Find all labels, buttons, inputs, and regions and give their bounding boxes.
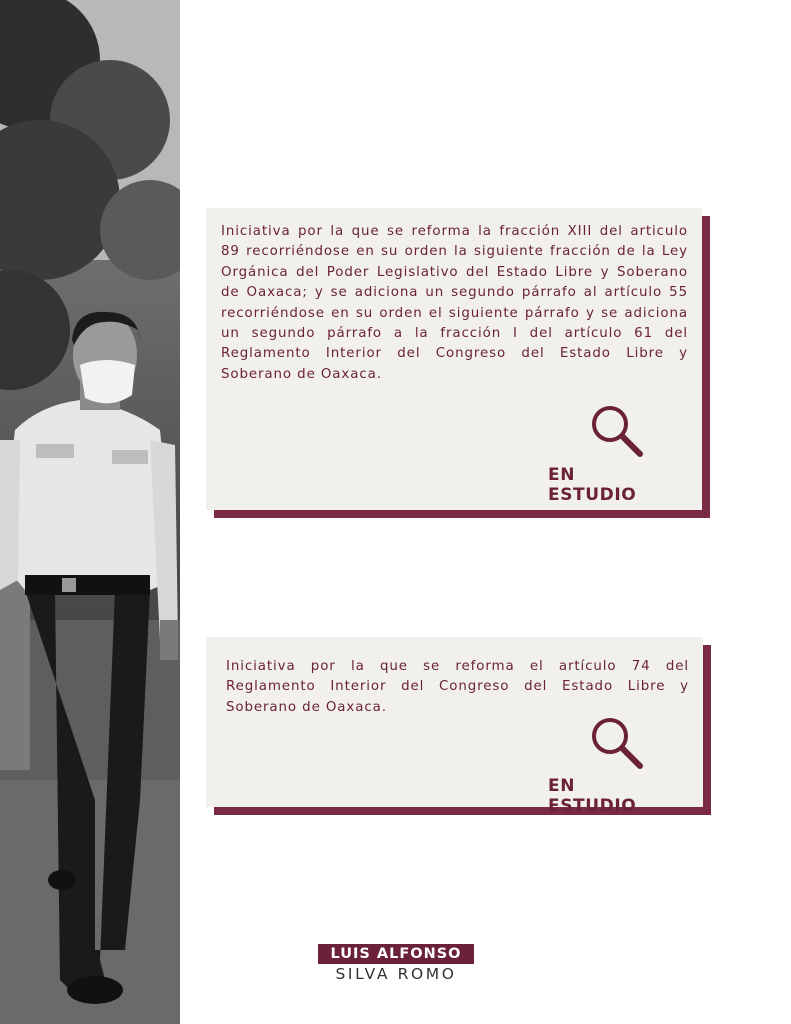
initiative-text: Iniciativa por la que se reforma el artículo 74 del Reglamento Interior del Congreso del Estado Libre y Soberano de Oaxaca. (226, 659, 689, 715)
logo-name: LUIS ALFONSO (318, 944, 474, 964)
logo-surname: SILVA ROMO (335, 965, 457, 983)
person-walking-photo (0, 0, 180, 1024)
photo-illustration (0, 0, 180, 1024)
initiative-text: Iniciativa por la que se reforma la fracción XIII del articulo 89 recorriéndose en su orden la siguiente fracción de la Ley Orgánica del Poder Legislativo del Estado Libre y Soberano de Oaxaca; y se adiciona un segundo párrafo al artículo 55 recorriéndose en su orden el siguiente párrafo y se adiciona un segundo párrafo a la fracción I del artículo 61 del Reglamento Interior del Congreso del Estado Libre y Soberano de Oaxaca. (221, 224, 688, 382)
magnifier-icon (589, 403, 645, 459)
status-label: EN ESTUDIO (548, 776, 637, 816)
status-label: EN ESTUDIO (548, 465, 637, 505)
logo (318, 944, 474, 983)
magnifier-icon (589, 715, 645, 771)
